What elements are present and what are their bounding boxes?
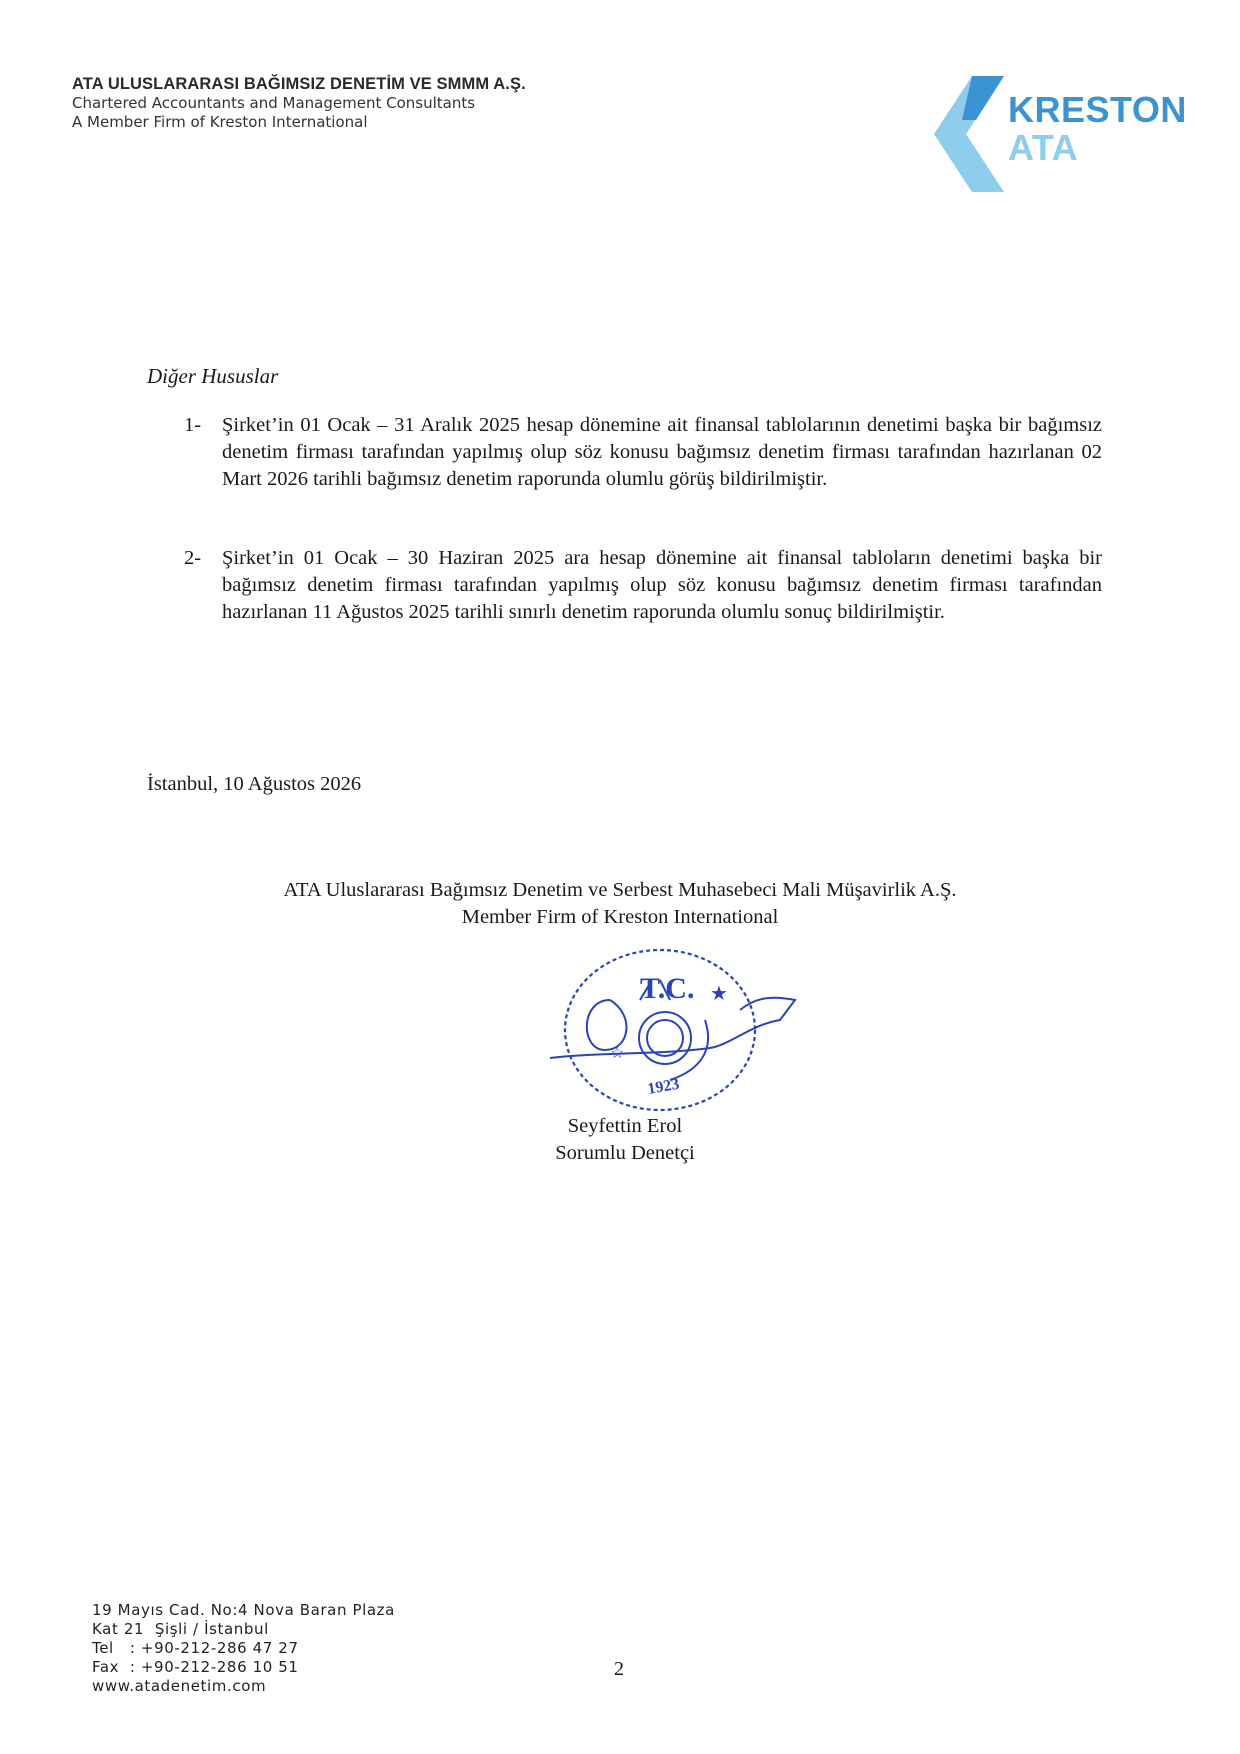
stamp-seal-icon xyxy=(540,940,820,1140)
signer-title: Sorumlu Denetçi xyxy=(555,1142,695,1164)
logo-ata-text: ATA xyxy=(1008,127,1079,168)
signer-name: Seyfettin Erol xyxy=(567,1115,683,1137)
firm-name: ATA ULUSLARARASI BAĞIMSIZ DENETİM VE SMMM A.Ş. xyxy=(72,75,526,93)
signer-block xyxy=(540,1113,710,1167)
footer-web: www.atadenetim.com xyxy=(92,1677,267,1695)
footer-fax: Fax : +90-212-286 10 51 xyxy=(92,1658,299,1676)
signature-firm-line-2: Member Firm of Kreston International xyxy=(461,906,779,928)
list-item-number: 1- xyxy=(184,414,202,436)
section-title: Diğer Hususlar xyxy=(147,364,279,388)
footer-address-line-2: Kat 21 Şişli / İstanbul xyxy=(92,1620,269,1638)
footer-tel: Tel : +90-212-286 47 27 xyxy=(92,1639,299,1657)
svg-text:★: ★ xyxy=(710,983,728,1005)
footer-address xyxy=(92,1601,395,1696)
page-number: 2 xyxy=(614,1658,624,1680)
list-item-text: Şirket’in 01 Ocak – 30 Haziran 2025 ara hesap dönemine ait finansal tabloların denetimi başka bir bağımsız denetim firması tarafından yapılmış olup söz konusu bağımsız denetim firması tarafından hazırlanan 11 Ağustos 2025 tarihli sınırlı denetim raporunda olumlu sonuç bildirilmiştir. xyxy=(222,547,1102,623)
signature-firm xyxy=(0,877,1240,931)
stamp-text-year: 1923 xyxy=(646,1075,681,1098)
firm-subtitle-2: A Member Firm of Kreston International xyxy=(72,113,368,131)
firm-subtitle-1: Chartered Accountants and Management Consultants xyxy=(72,94,476,112)
list-item-text: Şirket’in 01 Ocak – 31 Aralık 2025 hesap dönemine ait finansal tablolarının denetimi başka bir bağımsız denetim firması tarafından yapılmış olup söz konusu bağımsız denetim firması tarafından hazırlanan 02 Mart 2026 tarihli bağımsız denetim raporunda olumlu görüş bildirilmiştir. xyxy=(222,414,1102,490)
stamp-text-tc: T.C. xyxy=(640,972,695,1005)
svg-text:☆: ☆ xyxy=(610,1045,625,1062)
place-date: İstanbul, 10 Ağustos 2026 xyxy=(147,773,362,795)
kreston-ata-logo xyxy=(932,74,1192,194)
firm-header xyxy=(72,74,592,132)
signature-firm-line-1: ATA Uluslararası Bağımsız Denetim ve Serbest Muhasebeci Mali Müşavirlik A.Ş. xyxy=(283,879,957,901)
footer-address-line-1: 19 Mayıs Cad. No:4 Nova Baran Plaza xyxy=(92,1601,395,1619)
list-item-number: 2- xyxy=(184,547,202,569)
official-stamp xyxy=(540,940,820,1140)
kreston-mark-icon xyxy=(932,74,1012,194)
logo-kreston-text: KRESTON xyxy=(1008,89,1187,130)
